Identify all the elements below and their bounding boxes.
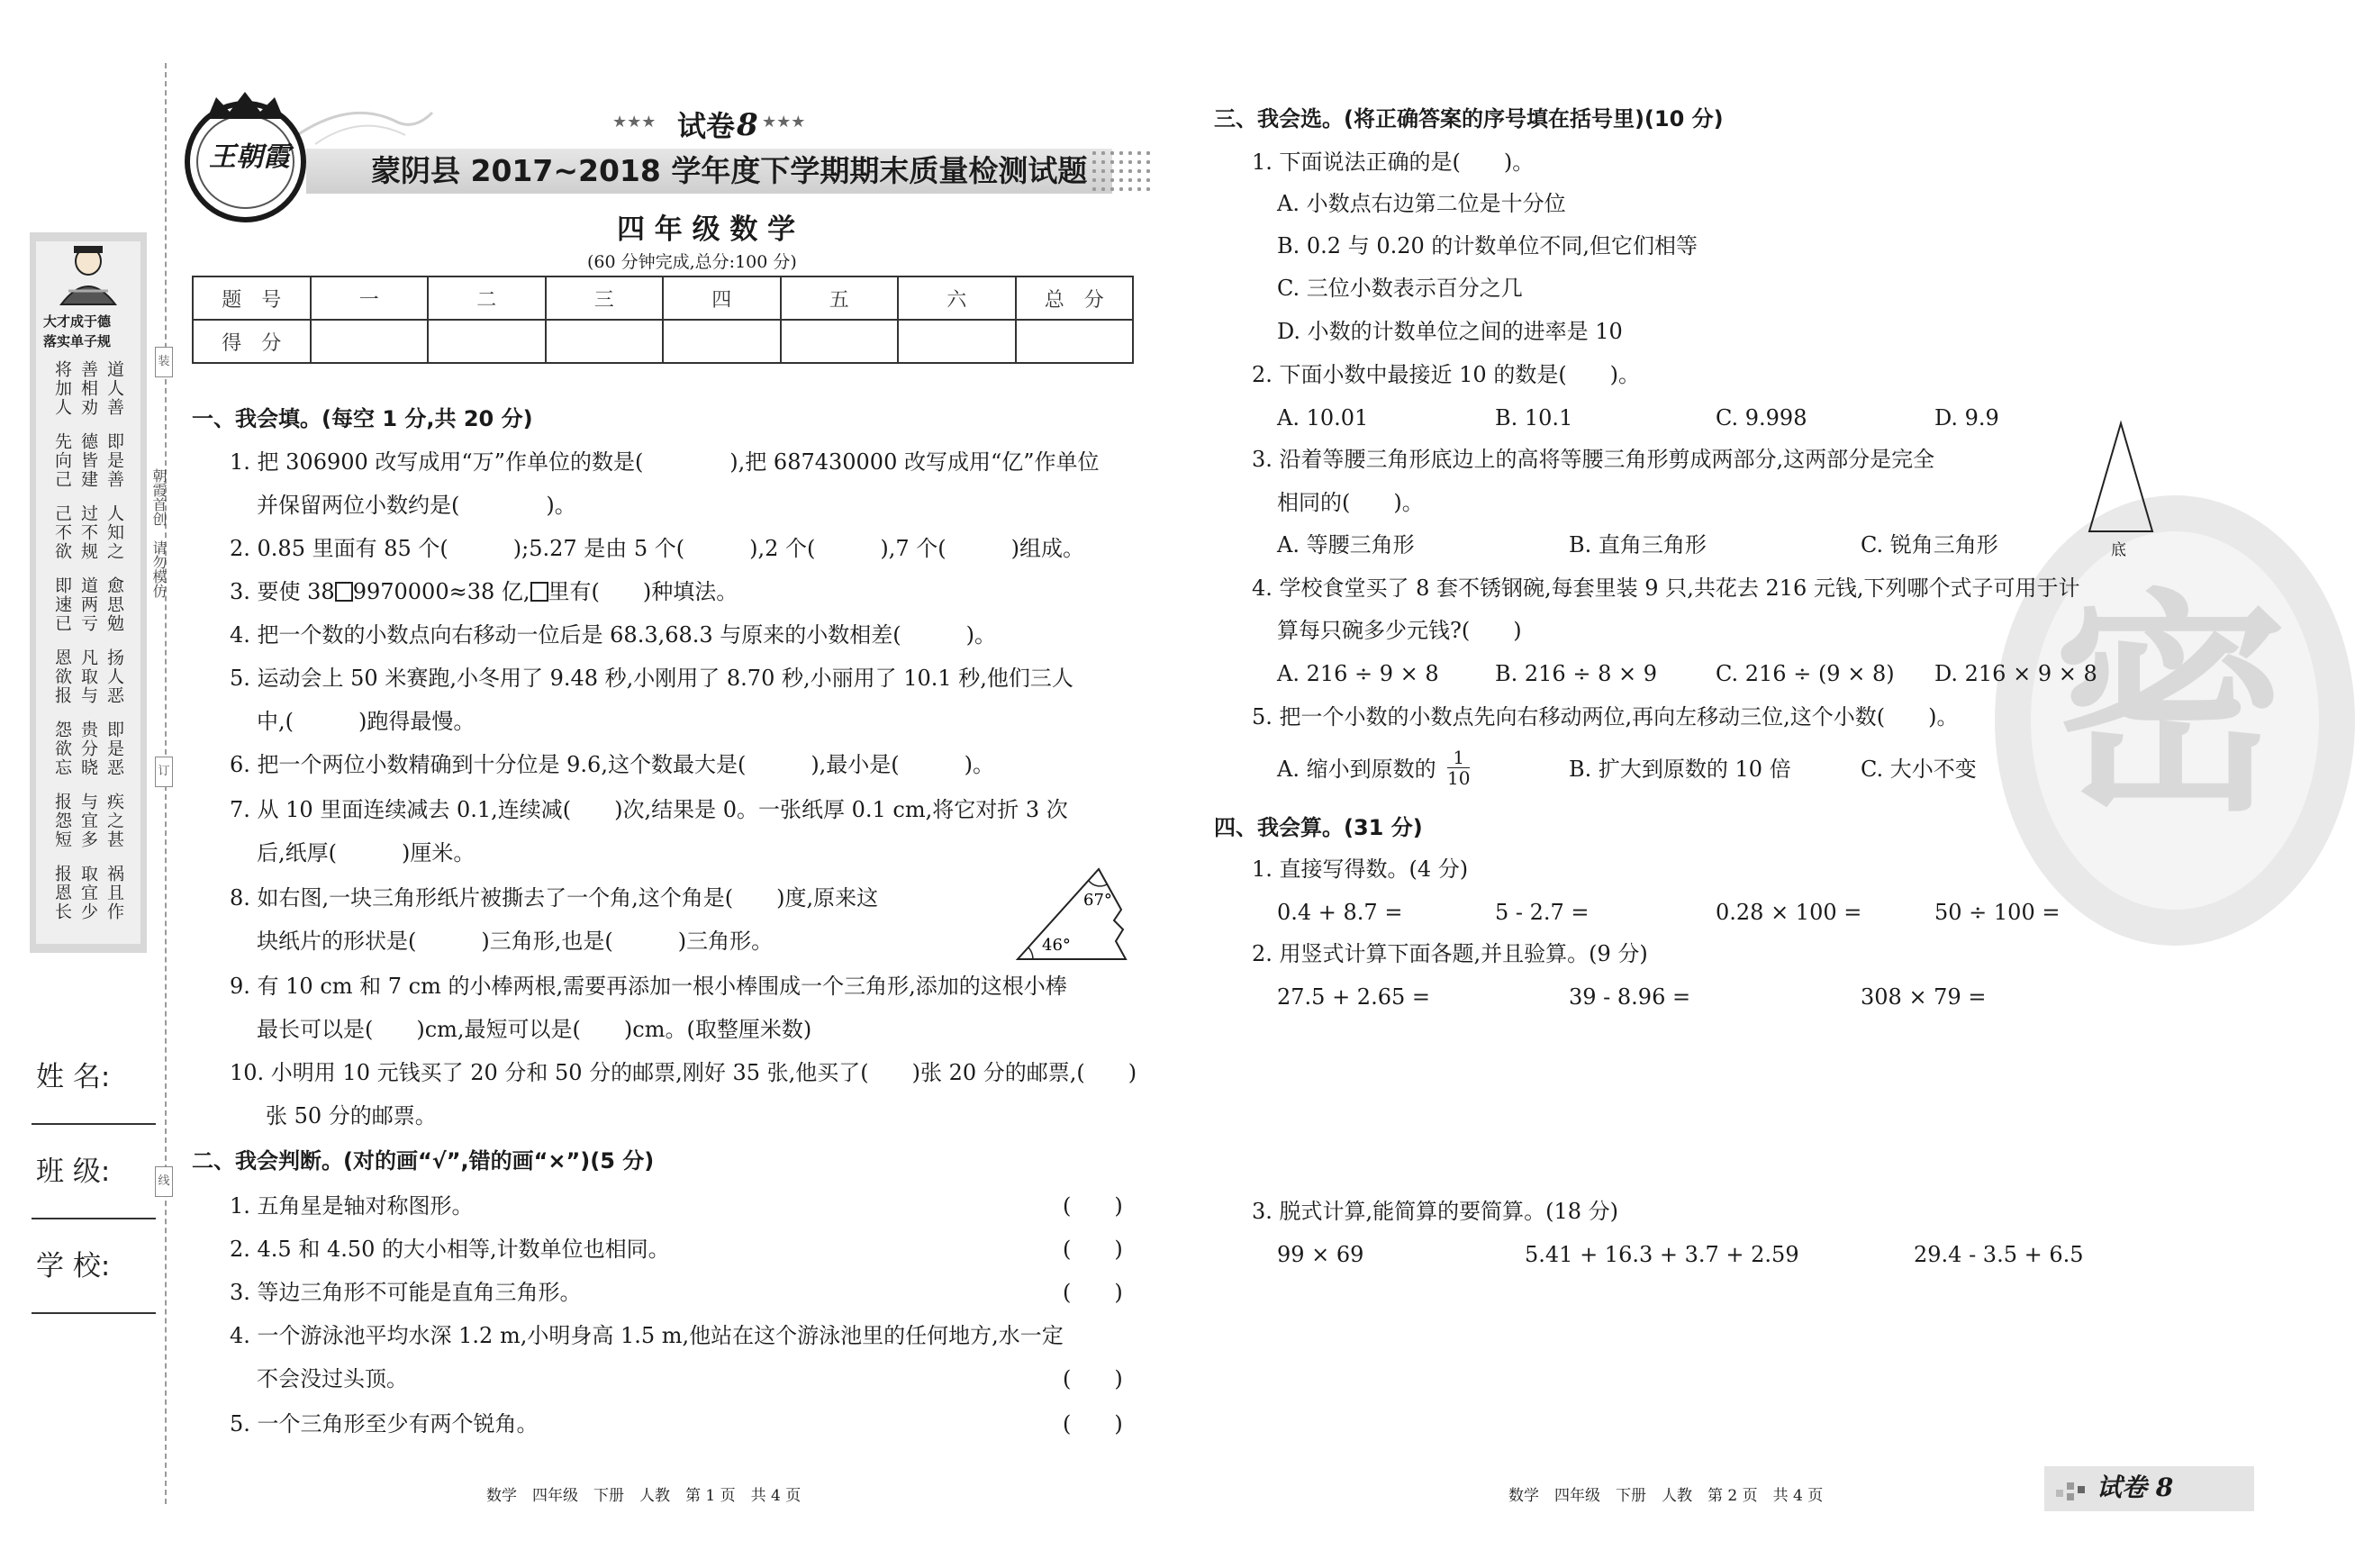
footer-right: 数学 四年级 下册 人教 第 2 页 共 4 页 — [1508, 1487, 1824, 1505]
logo-text: 王朝霞 — [209, 141, 290, 173]
name-field[interactable] — [32, 1123, 156, 1125]
motto-column: 疾之甚 — [104, 793, 124, 849]
s4-p2-item3: 308 × 79 = — [1861, 984, 1987, 1010]
s2-answer-bracket[interactable]: ( ) — [1063, 1280, 1123, 1305]
s4-p1-item4: 50 ÷ 100 = — [1934, 900, 2061, 925]
torn-triangle-figure — [1013, 865, 1135, 964]
triangle-base-label: 底 — [2111, 541, 2126, 559]
s3-q3-line1: 3. 沿着等腰三角形底边上的高将等腰三角形剪成两部分,这两部分是完全 — [1252, 447, 1935, 472]
s4-p2-item1: 27.5 + 2.65 = — [1277, 984, 1430, 1010]
s3-q5-optA: A. 缩小到原数的 — [1277, 757, 1436, 782]
s3-q4-line1: 4. 学校食堂买了 8 套不锈钢碗,每套里装 9 只,共花去 216 元钱,下列哪个式子可用于计 — [1252, 576, 2080, 601]
motto-column: 愈思勉 — [104, 576, 124, 633]
class-label: 班 级: — [36, 1156, 111, 1188]
s3-q4-optD: D. 216 × 9 × 8 — [1934, 661, 2097, 686]
isosceles-triangle-figure — [2080, 419, 2161, 538]
stars-right: ★★★ — [762, 113, 806, 131]
angle-67-label: 67° — [1083, 891, 1112, 910]
score-input-cell[interactable] — [428, 320, 546, 363]
series-number: 8 — [737, 107, 758, 143]
s3-q2-optB: B. 10.1 — [1495, 405, 1573, 431]
s4-p1-item2: 5 - 2.7 = — [1495, 900, 1590, 925]
s1-q4: 4. 把一个数的小数点向右移动一位后是 68.3,68.3 与原来的小数相差( )。 — [230, 622, 997, 648]
motto-column: 过不规 — [77, 504, 98, 561]
motto-column: 道人善 — [104, 360, 124, 417]
s1-q3 — [230, 581, 738, 603]
s4-p3-item2: 5.41 + 16.3 + 3.7 + 2.59 — [1525, 1242, 1799, 1267]
fraction-numerator: 1 — [1447, 748, 1470, 768]
ribbon-decoration-icon — [297, 95, 432, 149]
s1-q3-tail: 里有( )种填法。 — [548, 579, 738, 604]
motto-column: 先向己 — [51, 432, 72, 489]
motto-column: 恩欲报 — [51, 648, 72, 705]
s3-q3-optA: A. 等腰三角形 — [1277, 532, 1415, 557]
motto-column: 德皆建 — [77, 432, 98, 489]
score-input-cell[interactable] — [663, 320, 781, 363]
s2-answer-bracket[interactable]: ( ) — [1063, 1193, 1123, 1219]
s4-p3-item1: 99 × 69 — [1277, 1242, 1364, 1267]
bottom-tag-label: 试卷 8 — [2097, 1473, 2174, 1502]
score-header-cell: 六 — [898, 276, 1016, 320]
score-header-cell: 一 — [311, 276, 429, 320]
s3-q1-optD: D. 小数的计数单位之间的进率是 10 — [1277, 319, 1623, 344]
score-table — [192, 276, 1134, 364]
score-row-label: 得 分 — [193, 320, 311, 363]
section4-title: 四、我会算。(31 分) — [1214, 815, 1423, 840]
motto-column: 己不欲 — [51, 504, 72, 561]
banner-dot-pattern — [1090, 149, 1153, 194]
s1-q6: 6. 把一个两位小数精确到十分位是 9.6,这个数最大是( ),最小是( )。 — [230, 752, 995, 777]
s2-item1: 1. 五角星是轴对称图形。 — [230, 1193, 474, 1219]
s3-q5: 5. 把一个小数的小数点先向右移动两位,再向左移动三位,这个小数( )。 — [1252, 704, 1959, 730]
score-header-cell: 三 — [546, 276, 664, 320]
s2-item3: 3. 等边三角形不可能是直角三角形。 — [230, 1280, 582, 1305]
motto-column: 即是善 — [104, 432, 124, 489]
s3-q1-optB: B. 0.2 与 0.20 的计数单位不同,但它们相等 — [1277, 233, 1698, 258]
s1-q9-line1: 9. 有 10 cm 和 7 cm 的小棒两根,需要再添加一根小棒围成一个三角形,添加的这根小棒 — [230, 974, 1067, 999]
s2-item5: 5. 一个三角形至少有两个锐角。 — [230, 1411, 539, 1437]
section1-title: 一、我会填。(每空 1 分,共 20 分) — [192, 406, 533, 431]
motto-column: 将加人 — [51, 360, 72, 417]
section3-title: 三、我会选。(将正确答案的序号填在括号里)(10 分) — [1214, 106, 1724, 131]
s3-q2-optC: C. 9.998 — [1716, 405, 1807, 431]
s4-p1-item3: 0.28 × 100 = — [1716, 900, 1862, 925]
school-label: 学 校: — [36, 1250, 111, 1282]
motto-column: 与宜多 — [77, 793, 98, 849]
s2-answer-bracket[interactable]: ( ) — [1063, 1411, 1123, 1437]
s3-q4-optC: C. 216 ÷ (9 × 8) — [1716, 661, 1895, 686]
s3-q2-optA: A. 10.01 — [1277, 405, 1369, 431]
s1-q8-line1: 8. 如右图,一块三角形纸片被撕去了一个角,这个角是( )度,原来这 — [230, 885, 879, 911]
motto-column: 即速已 — [51, 576, 72, 633]
work-area-part2[interactable] — [1252, 1022, 2152, 1189]
name-label: 姓 名: — [36, 1061, 111, 1093]
s1-q5-line1: 5. 运动会上 50 米赛跑,小冬用了 9.48 秒,小刚用了 8.70 秒,小丽用了 10.1 秒,他们三人 — [230, 666, 1073, 691]
s3-q1-optC: C. 三位小数表示百分之几 — [1277, 276, 1523, 301]
s1-q7-line1: 7. 从 10 里面连续减去 0.1,连续减( )次,结果是 0。一张纸厚 0.1 cm,将它对折 3 次 — [230, 797, 1068, 822]
s3-q2-optD: D. 9.9 — [1934, 405, 1999, 431]
score-input-cell[interactable] — [546, 320, 664, 363]
stars-left: ★★★ — [612, 113, 657, 131]
s1-q1-line1: 1. 把 306900 改写成用“万”作单位的数是( ),把 687430000 改写成用“亿”作单位 — [230, 449, 1100, 475]
s4-part1: 1. 直接写得数。(4 分) — [1252, 857, 1469, 882]
motto-column: 即是恶 — [104, 721, 124, 777]
sidebar-tag-original: 朝霞首创 — [150, 468, 168, 526]
subject-title: 四 年 级 数 学 — [617, 213, 796, 246]
s3-q2: 2. 下面小数中最接近 10 的数是( )。 — [1252, 362, 1641, 387]
score-header-cell: 五 — [781, 276, 899, 320]
s3-q1-optA: A. 小数点右边第二位是十分位 — [1277, 191, 1566, 216]
s1-q1-line2: 并保留两位小数约是( )。 — [257, 493, 576, 518]
motto-column: 取宜少 — [77, 865, 98, 921]
motto-column: 善相劝 — [77, 360, 98, 417]
s3-q3-optB: B. 直角三角形 — [1569, 532, 1707, 557]
exam-title: 蒙阴县 2017~2018 学年度下学期期末质量检测试题 — [371, 153, 1088, 188]
section2-title: 二、我会判断。(对的画“√”,错的画“×”)(5 分) — [192, 1148, 655, 1174]
s1-q8-line2: 块纸片的形状是( )三角形,也是( )三角形。 — [257, 929, 774, 954]
sidebar-tag-nocopy: 请勿模仿 — [150, 540, 168, 598]
s2-answer-bracket[interactable]: ( ) — [1063, 1366, 1123, 1391]
s3-q3-optC: C. 锐角三角形 — [1861, 532, 1998, 557]
scholar-figure-icon — [43, 241, 133, 309]
s3-q5-optC: C. 大小不变 — [1861, 757, 1977, 782]
score-header-cell: 四 — [663, 276, 781, 320]
binding-mark-ding: 订 — [155, 757, 173, 787]
score-input-cell[interactable] — [1016, 320, 1134, 363]
s2-answer-bracket[interactable]: ( ) — [1063, 1237, 1123, 1262]
s4-p1-item1: 0.4 + 8.7 = — [1277, 900, 1403, 925]
score-input-cell[interactable] — [781, 320, 899, 363]
s2-item4-line2: 不会没过头顶。 — [257, 1366, 408, 1391]
motto-bottom: 落实单子规 — [43, 333, 112, 349]
time-note: (60 分钟完成,总分:100 分) — [587, 252, 797, 272]
s1-q2: 2. 0.85 里面有 85 个( );5.27 是由 5 个( ),2 个( ),7 个( )组成。 — [230, 536, 1085, 561]
s1-q10-line2: 张 50 分的邮票。 — [266, 1103, 437, 1128]
motto-column: 贵分晓 — [77, 721, 98, 777]
s3-q4-optB: B. 216 ÷ 8 × 9 — [1495, 661, 1657, 686]
s3-q4-optA: A. 216 ÷ 9 × 8 — [1277, 661, 1439, 686]
motto-column: 怨欲忘 — [51, 721, 72, 777]
s3-q1: 1. 下面说法正确的是( )。 — [1252, 150, 1535, 175]
s1-q10-line1: 10. 小明用 10 元钱买了 20 分和 50 分的邮票,刚好 35 张,他买了( )张 20 分的邮票,( ) — [230, 1060, 1137, 1085]
s3-q3-line2: 相同的( )。 — [1277, 490, 1424, 515]
motto-column: 报怨短 — [51, 793, 72, 849]
motto-column: 扬人恶 — [104, 648, 124, 705]
fraction-denominator: 10 — [1447, 767, 1471, 789]
score-header-cell: 二 — [428, 276, 546, 320]
motto-column: 人知之 — [104, 504, 124, 561]
motto-column: 报恩长 — [51, 865, 72, 921]
s1-q5-line2: 中,( )跑得最慢。 — [257, 709, 476, 734]
s4-part2: 2. 用竖式计算下面各题,并且验算。(9 分) — [1252, 941, 1648, 966]
work-area-part3[interactable] — [1252, 1279, 2152, 1459]
fraction-one-tenth — [1447, 748, 1470, 788]
s1-q3-suffix: 9970000≈38 亿, — [352, 579, 530, 604]
binding-mark-xian: 线 — [155, 1166, 173, 1197]
blank-square-icon — [335, 582, 353, 602]
s3-q5-optB: B. 扩大到原数的 10 倍 — [1569, 757, 1791, 782]
class-field[interactable] — [32, 1218, 156, 1219]
angle-46-label: 46° — [1042, 936, 1071, 955]
dot-grid-icon — [2056, 1477, 2092, 1502]
score-input-cell[interactable] — [311, 320, 429, 363]
s1-q9-line2: 最长可以是( )cm,最短可以是( )cm。(取整厘米数) — [257, 1017, 812, 1042]
score-input-cell[interactable] — [898, 320, 1016, 363]
watermark-character: 密 — [2053, 571, 2287, 843]
score-header-cell: 题 号 — [193, 276, 311, 320]
s1-q7-line2: 后,纸厚( )厘米。 — [257, 840, 476, 866]
motto-column: 凡取与 — [77, 648, 98, 705]
motto-top: 大才成于德 — [43, 313, 112, 330]
school-field[interactable] — [32, 1312, 156, 1314]
s4-part3: 3. 脱式计算,能简算的要简算。(18 分) — [1252, 1199, 1619, 1224]
crown-icon — [203, 90, 288, 121]
s3-q4-line2: 算每只碗多少元钱?( ) — [1277, 618, 1522, 643]
series-label: 试卷 — [677, 109, 736, 143]
s2-item2: 2. 4.5 和 4.50 的大小相等,计数单位也相同。 — [230, 1237, 670, 1262]
motto-column: 道两亏 — [77, 576, 98, 633]
s4-p2-item2: 39 - 8.96 = — [1569, 984, 1691, 1010]
s1-q3-prefix: 3. 要使 38 — [230, 579, 335, 604]
motto-column: 祸且作 — [104, 865, 124, 921]
s4-p3-item3: 29.4 - 3.5 + 6.5 — [1914, 1242, 2084, 1267]
score-header-cell: 总 分 — [1016, 276, 1134, 320]
footer-left: 数学 四年级 下册 人教 第 1 页 共 4 页 — [486, 1487, 802, 1505]
blank-square-icon — [530, 582, 548, 602]
binding-mark-zhuang: 装 — [155, 347, 173, 377]
s2-item4-line1: 4. 一个游泳池平均水深 1.2 m,小明身高 1.5 m,他站在这个游泳池里的任何地方,水一定 — [230, 1323, 1064, 1348]
